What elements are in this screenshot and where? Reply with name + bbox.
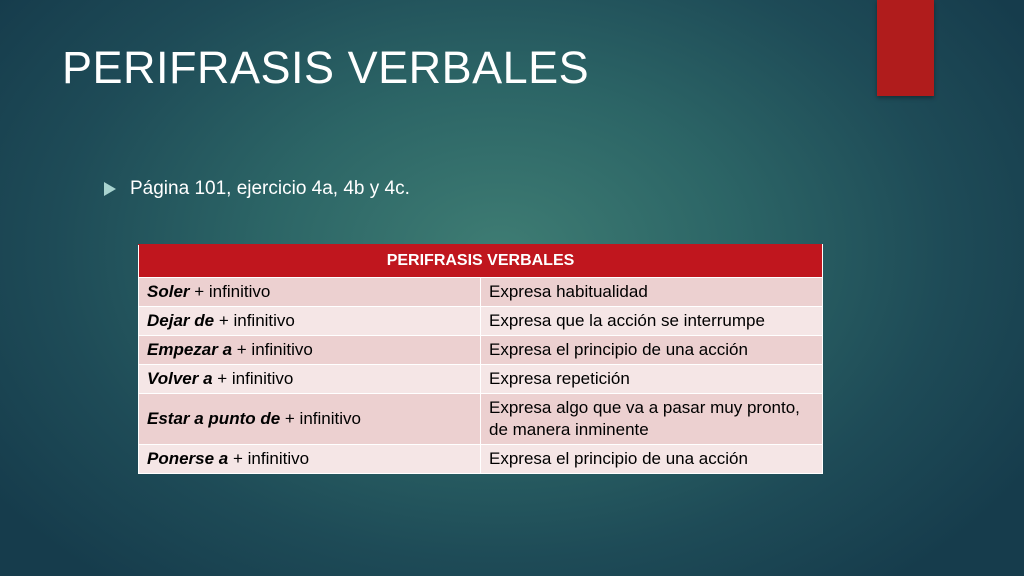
verb-text: Ponerse a (147, 449, 229, 468)
table-row (139, 365, 823, 394)
meaning-cell: Expresa que la acción se interrumpe (481, 307, 823, 336)
verb-text: Estar a punto de (147, 409, 281, 428)
table-row (139, 307, 823, 336)
meaning-cell: Expresa algo que va a pasar muy pronto, de manera inminente (481, 394, 823, 445)
verb-complement: + infinitivo (232, 340, 313, 359)
bullet-item (104, 178, 410, 200)
verb-text: Empezar a (147, 340, 233, 359)
verb-complement: + infinitivo (212, 369, 294, 388)
verb-text: Volver a (147, 369, 213, 388)
verb-complement: + infinitivo (280, 409, 361, 428)
verb-complement: + infinitivo (228, 449, 310, 468)
periphrasis-cell (139, 307, 481, 336)
verb-text: Dejar de (147, 311, 215, 330)
bullet-text: Página 101, ejercicio 4a, 4b y 4c. (130, 178, 410, 199)
table-header-row (139, 245, 823, 278)
red-accent-tab (877, 0, 934, 96)
table-row (139, 278, 823, 307)
periphrasis-cell (139, 394, 481, 445)
verb-complement: + infinitivo (189, 282, 271, 301)
table-row (139, 445, 823, 474)
perifrasis-table (138, 244, 823, 474)
meaning-cell: Expresa repetición (481, 365, 823, 394)
periphrasis-cell (139, 278, 481, 307)
periphrasis-cell (139, 445, 481, 474)
table-row (139, 394, 823, 445)
meaning-cell: Expresa el principio de una acción (481, 336, 823, 365)
triangle-bullet-icon (104, 182, 116, 196)
meaning-cell: Expresa el principio de una acción (481, 445, 823, 474)
periphrasis-cell (139, 336, 481, 365)
verb-complement: + infinitivo (214, 311, 295, 330)
periphrasis-cell (139, 365, 481, 394)
verb-text: Soler (147, 282, 190, 301)
table-row (139, 336, 823, 365)
meaning-cell: Expresa habitualidad (481, 278, 823, 307)
table-header: PERIFRASIS VERBALES (139, 245, 823, 278)
slide-title: PERIFRASIS VERBALES (62, 42, 590, 93)
